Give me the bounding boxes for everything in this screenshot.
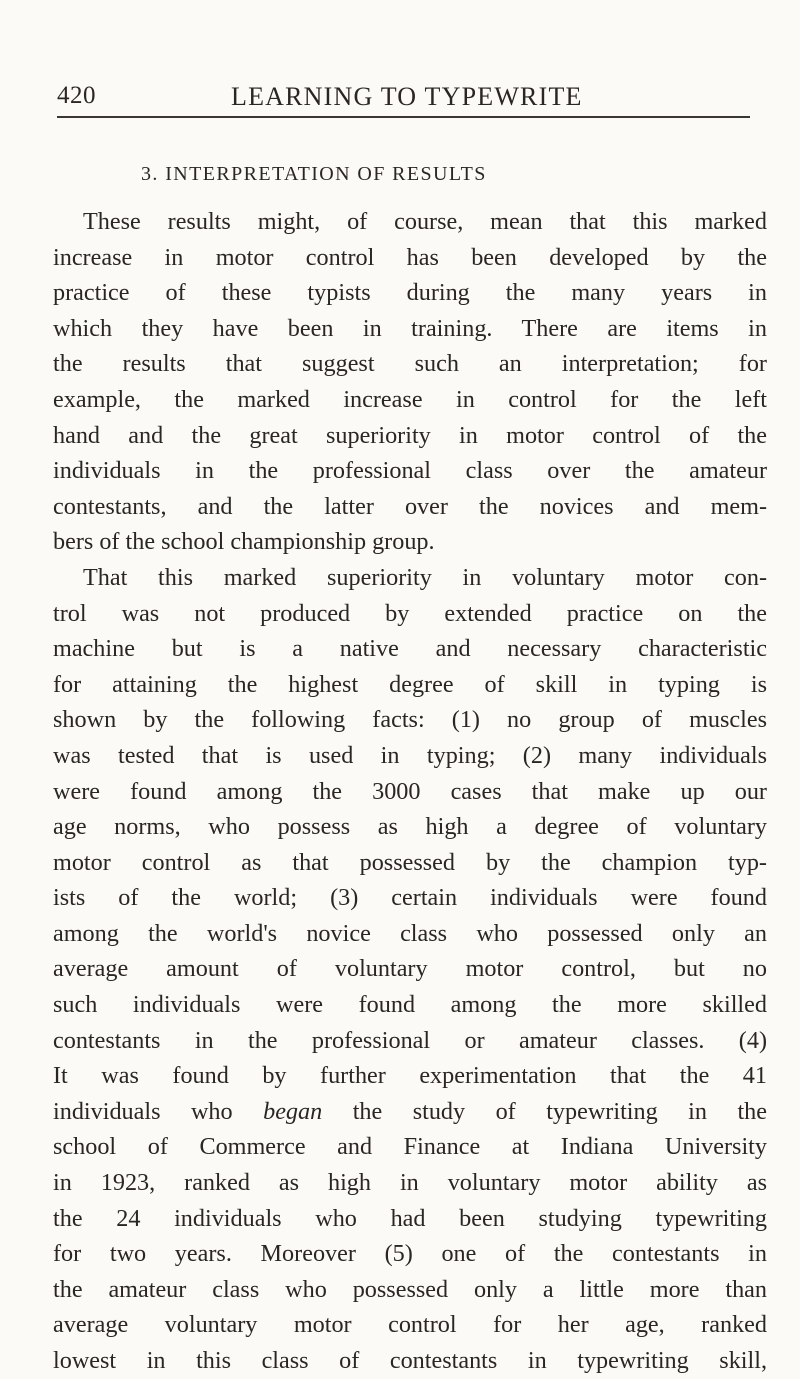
paragraph-line: the results that suggest such an interpretation; for bbox=[53, 350, 767, 378]
paragraph-line: average amount of voluntary motor control, but no bbox=[53, 955, 767, 983]
paragraph-line: It was found by further experimentation that the 41 bbox=[53, 1062, 767, 1090]
paragraph-line: which they have been in training. There are items in bbox=[53, 314, 767, 342]
paragraph-line: individuals in the professional class over the amateur bbox=[53, 457, 767, 485]
paragraph-line: These results might, of course, mean that this marked bbox=[83, 208, 767, 235]
paragraph-line: That this marked superiority in voluntary motor con- bbox=[83, 563, 767, 591]
paragraph-line: contestants in the professional or amateur classes. (4) bbox=[53, 1026, 767, 1054]
running-head: LEARNING TO TYPEWRITE bbox=[231, 82, 583, 111]
paragraph-line: machine but is a native and necessary characteristic bbox=[53, 635, 767, 663]
paragraph-line: trol was not produced by extended practice on the bbox=[53, 599, 767, 627]
paragraph-line: practice of these typists during the many years in bbox=[53, 279, 767, 307]
header-rule bbox=[57, 116, 750, 118]
page-header bbox=[57, 82, 750, 118]
paragraph-line: for attaining the highest degree of skill in typing is bbox=[53, 670, 767, 698]
paragraph-line bbox=[53, 1094, 767, 1130]
page-number: 420 bbox=[57, 82, 96, 109]
paragraph-line: school of Commerce and Finance at Indiana University bbox=[53, 1133, 767, 1161]
paragraph-line: lowest in this class of contestants in typewriting skill, bbox=[53, 1347, 767, 1374]
paragraph-line: motor control as that possessed by the champion typ- bbox=[53, 848, 767, 876]
emphasized-word: began bbox=[263, 1097, 323, 1125]
paragraph-line: the amateur class who possessed only a little more than bbox=[53, 1275, 767, 1303]
paragraph-line: bers of the school championship group. bbox=[53, 528, 435, 556]
paragraph-line: shown by the following facts: (1) no group of muscles bbox=[53, 706, 767, 734]
paragraph-line: example, the marked increase in control for the left bbox=[53, 385, 767, 413]
paragraph-line: ists of the world; (3) certain individuals were found bbox=[53, 884, 767, 912]
line-text: individuals who bbox=[53, 1097, 264, 1125]
paragraph-line: contestants, and the latter over the novices and mem- bbox=[53, 492, 767, 520]
paragraph-line: increase in motor control has been developed by the bbox=[53, 243, 767, 271]
paragraph-line: in 1923, ranked as high in voluntary motor ability as bbox=[53, 1169, 767, 1197]
line-text: the study of typewriting in the bbox=[352, 1097, 767, 1125]
section-heading: 3. INTERPRETATION OF RESULTS bbox=[141, 163, 487, 185]
paragraph-line: were found among the 3000 cases that make up our bbox=[53, 777, 767, 805]
paragraph-line: for two years. Moreover (5) one of the contestants in bbox=[53, 1240, 767, 1268]
paragraph-line: such individuals were found among the more skilled bbox=[53, 991, 767, 1019]
paragraph-line: hand and the great superiority in motor control of the bbox=[53, 421, 767, 449]
paragraph-line: age norms, who possess as high a degree of voluntary bbox=[53, 813, 767, 841]
paragraph-line: the 24 individuals who had been studying typewriting bbox=[53, 1204, 767, 1232]
paragraph-line: among the world's novice class who possessed only an bbox=[53, 919, 767, 947]
paragraph-line: average voluntary motor control for her age, ranked bbox=[53, 1311, 767, 1339]
body-text bbox=[53, 204, 767, 1379]
paragraph-line: was tested that is used in typing; (2) many individuals bbox=[53, 741, 767, 769]
